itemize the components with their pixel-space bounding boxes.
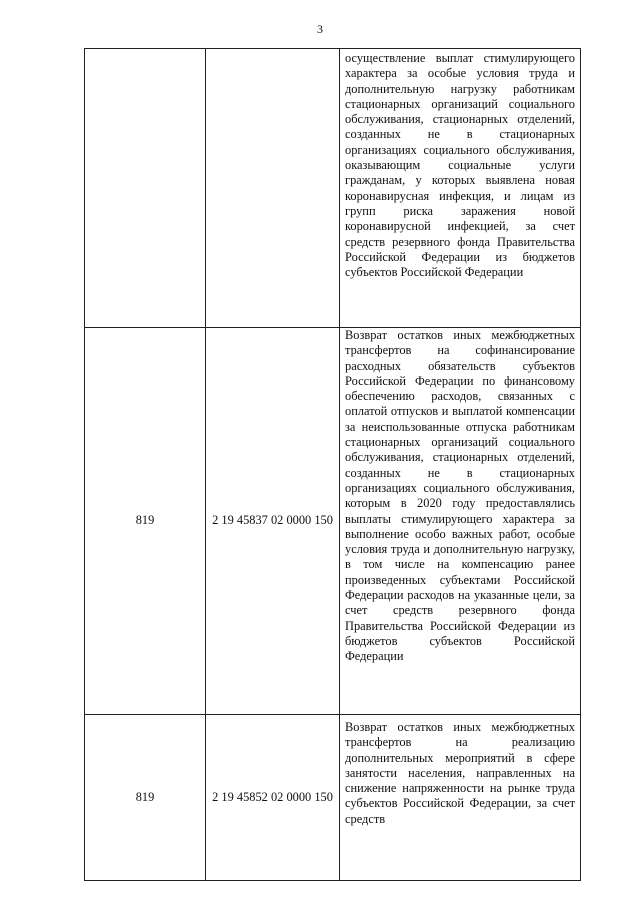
budget-classification-code-cell xyxy=(206,49,340,328)
table-row xyxy=(85,715,581,881)
income-description-cell: Возврат остатков иных межбюджетных трансфертов на софинансирование расходных обязательств субъектов Российской Федерации по финансовому обеспечению расходов, связанных с оплатой отпусков и выплатой компенсации за неиспользованные отпуска работникам стационарных организаций социального обслуживания, стационарных отделений, созданных не в стационарных организациях социального обслуживания, которым в 2020 году предоставлялись выплаты стимулирующего характера за выполнение особо важных работ, особые условия труда и дополнительную нагрузку, в том числе на компенсацию ранее произведенных субъектами Российской Федерации расходов на указанные цели, за счет средств резервного фонда Правительства Российской Федерации из бюджетов субъектов Российской Федерации xyxy=(340,328,581,715)
income-description-cell: осуществление выплат стимулирующего характера за особые условия труда и дополнительную нагрузку работникам стационарных организаций социального обслуживания, стационарных отделений, созданных не в стационарных организациях социального обслуживания, оказывающим социальные услуги гражданам, у которых выявлена новая коронавирусная инфекция, и лицам из групп риска заражения новой коронавирусной инфекцией, за счет средств резервного фонда Правительства Российской Федерации из бюджетов субъектов Российской Федерации xyxy=(340,49,581,328)
budget-codes-table xyxy=(84,48,581,881)
income-description-cell: Возврат остатков иных межбюджетных трансфертов на реализацию дополнительных мероприятий в сфере занятости населения, направленных на снижение напряженности на рынке труда субъектов Российской Федерации, за счет средств xyxy=(340,715,581,881)
admin-code-cell: 819 xyxy=(85,328,206,715)
admin-code-cell xyxy=(85,49,206,328)
page-number: 3 xyxy=(317,22,323,36)
budget-classification-code-cell: 2 19 45852 02 0000 150 xyxy=(206,715,340,881)
table-row xyxy=(85,49,581,328)
admin-code-cell: 819 xyxy=(85,715,206,881)
budget-classification-code-cell: 2 19 45837 02 0000 150 xyxy=(206,328,340,715)
table-row xyxy=(85,328,581,715)
